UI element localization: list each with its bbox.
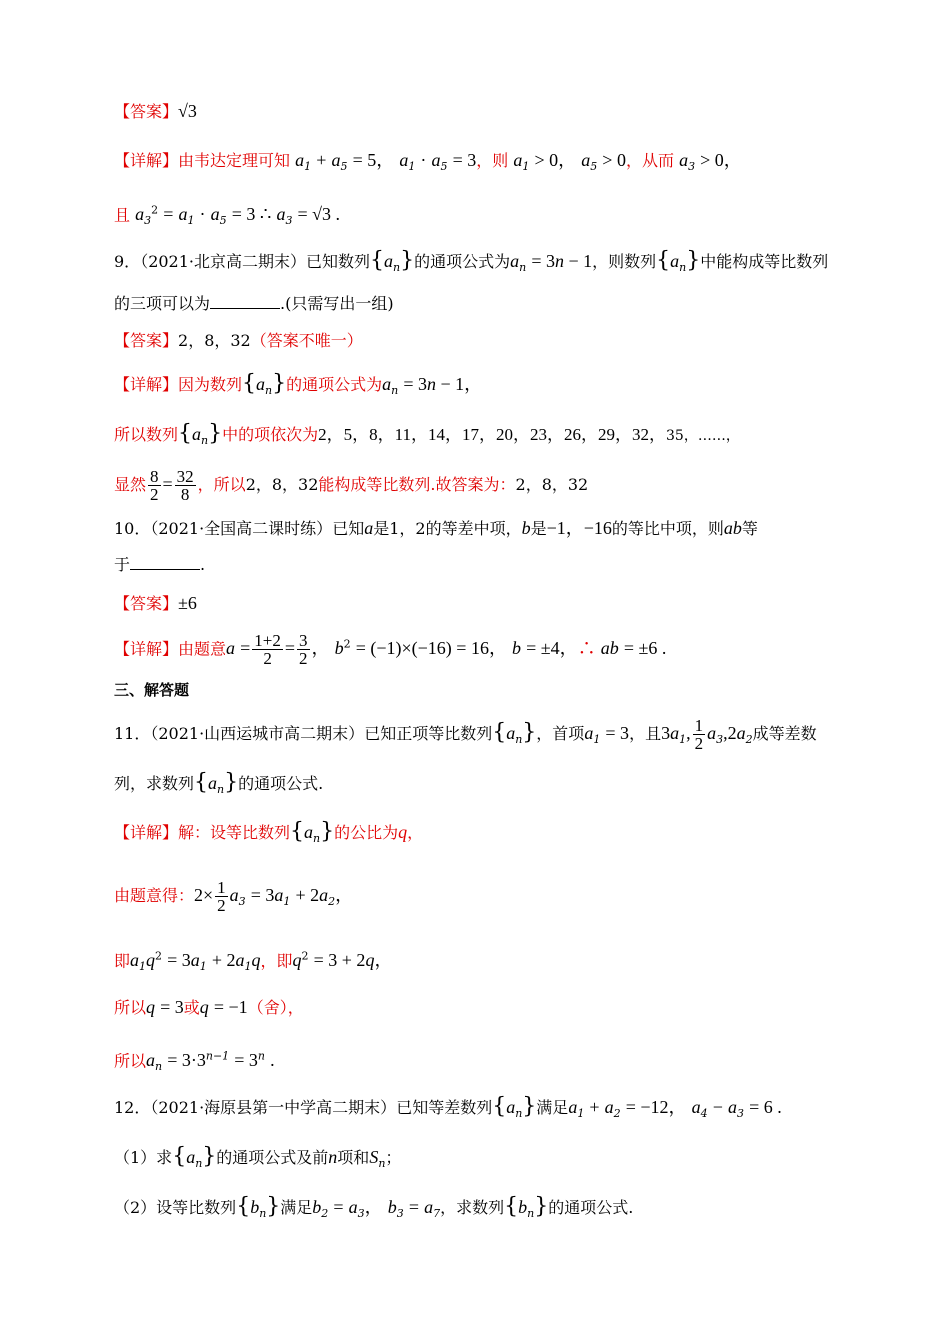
q11-source: （2021·山西运城市高二期末） bbox=[150, 724, 365, 743]
q12-stem: 12．（2021·海原县第一中学高二期末）已知等差数列$\{a_n\}$满足$a_1 + a_2 = -12$， $a_4 - a_3 = 6$ . bbox=[114, 1094, 782, 1121]
answer-label: 【答案】 bbox=[114, 102, 179, 121]
q11-detail-line1: 【详解】解：设等比数列$\{a_n\}$的公比为q， bbox=[114, 819, 424, 846]
q10-stem-line1: 10．（2021·全国高二课时练）已知a是1，2的等差中项，b是−1，−16的等比中项，则ab等 bbox=[114, 518, 758, 538]
section-title: 三、解答题 bbox=[114, 681, 190, 699]
q9-answer-blank bbox=[210, 294, 280, 309]
q10-answer-blank bbox=[130, 555, 200, 570]
q11-detail-line5: 所以$a_n = 3\cdot 3^{n-1} = 3^n$ . bbox=[114, 1050, 275, 1074]
q12-source: （2021·海原县第一中学高二期末） bbox=[150, 1098, 397, 1117]
q9-answer-value: 2，8，32 bbox=[178, 331, 251, 350]
q10-source: （2021·全国高二课时练） bbox=[150, 519, 333, 538]
q12-part1: （1）求$\{a_n\}$的通项公式及前n项和$S_n$； bbox=[114, 1144, 402, 1171]
q9-detail-line2: 所以数列$\{a_n\}$中的项依次为2，5，8，11，14，17，20，23，26，29，32，35，……， bbox=[114, 421, 740, 448]
detail-label: 【详解】 bbox=[114, 151, 179, 170]
q9-detail-line3: 显然 $\frac{8}{2}$ = $\frac{32}{8}$ ，所以2，8，32能构成等比数列.故答案为：2，8，32 bbox=[114, 467, 589, 504]
q12-part2: （2）设等比数列$\{b_n\}$满足$b_2 = a_3$， $b_3 = a_7$，求数列$\{b_n\}$的通项公式. bbox=[114, 1194, 634, 1221]
q9-stem-line2: 的三项可以为 .(只需写出一组) bbox=[114, 294, 394, 313]
q10-detail-line: 【详解】由题意a = $\frac{1+2}{2}$ = $\frac{3}{2}$ ， $b^2 = (-1)\times(-16) = 16$， b = ±4，∴ ab = ±6 . bbox=[114, 631, 667, 669]
q9-answer-line: 【答案】2，8，32（答案不唯一） bbox=[114, 331, 363, 350]
q11-stem-line1: 11．（2021·山西运城市高二期末）已知正项等比数列$\{a_n\}$，首项$a_1 = 3$，且$3a_1$, $\frac{1}{2}$ $a_3,2a_2$成等差数 bbox=[114, 716, 817, 753]
q9-stem-line1: 9．（2021·北京高二期末）已知数列$\{a_n\}$的通项公式为$a_n = 3n - 1$，则数列$\{a_n\}$中能构成等比数列 bbox=[114, 248, 829, 275]
q8-detail-line2: 且 $a_3^2 = a_1 \cdot a_5 = 3$ ∴ $a_3 = √3$ . bbox=[114, 204, 341, 228]
q10-stem-line2: 于 . bbox=[114, 555, 206, 574]
q10-answer-line: 【答案】±6 bbox=[114, 593, 197, 613]
q11-detail-line4: 所以q = 3或q = −1（舍）， bbox=[114, 997, 304, 1017]
q10-answer-value: ±6 bbox=[178, 593, 197, 613]
q11-stem-line2: 列，求数列$\{a_n\}$的通项公式. bbox=[114, 770, 324, 797]
q8-answer-value: √3 bbox=[178, 101, 197, 121]
q8-detail-line1: 【详解】由韦达定理可知 $a_1 + a_5 = 5$， $a_1 \cdot a_5 = 3$，则 $a_1 > 0$， $a_5 > 0$，从而 $a_3 > 0$， bbox=[114, 150, 742, 174]
q9-source: （2021·北京高二期末） bbox=[140, 252, 306, 271]
q11-detail-line2: 由题意得：2× $\frac{1}{2}$ $a_3 = 3a_1 + 2a_2$， bbox=[114, 878, 354, 915]
q9-detail-line1: 【详解】因为数列$\{a_n\}$的通项公式为$a_n = 3n - 1$， bbox=[114, 371, 483, 398]
q11-detail-line3: 即$a_1q^2 = 3a_1 + 2a_1q$，即$q^2 = 3 + 2q$， bbox=[114, 950, 393, 974]
q8-answer-line bbox=[114, 101, 197, 122]
